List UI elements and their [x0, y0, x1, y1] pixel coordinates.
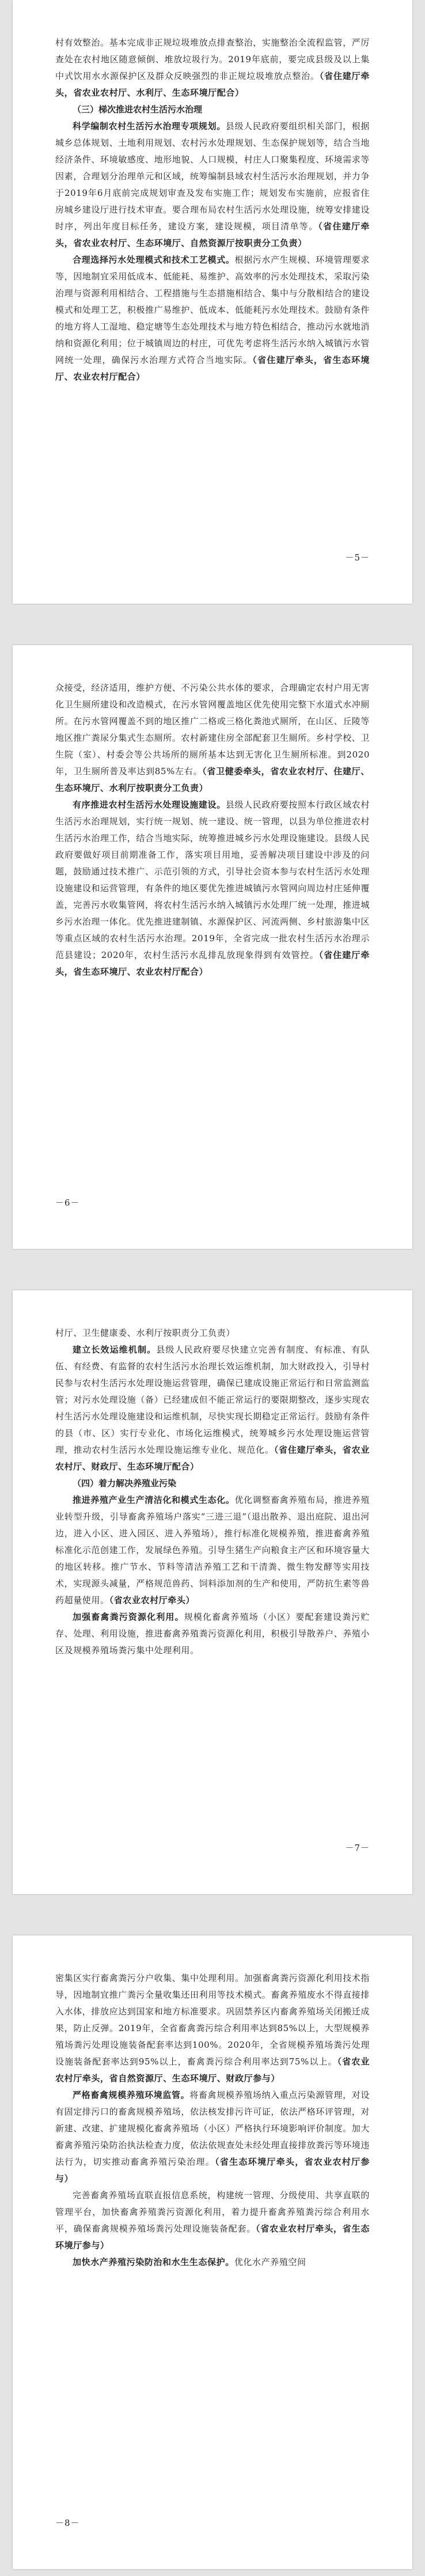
page-body: [55, 1970, 370, 2271]
body-paragraph: [55, 2087, 370, 2187]
responsibility-note: （省住建厅牵头，省农业农村厅、水利厅、生态环境厅配合）: [55, 71, 370, 98]
body-paragraph: [55, 252, 370, 385]
paragraph-lead: 加强畜禽粪污资源化利用。: [73, 1612, 184, 1622]
document-page-7: [13, 1290, 412, 1894]
document-page-8: [13, 1935, 412, 2569]
paragraph-text: 密集区实行畜禽粪污分户收集、集中处理利用。加强畜禽粪污资源化利用技术指导，因地制宜推广粪污全量收集还田利用等技术模式。畜禽养殖废水不得直接排入水体，排放应达到国家和地方标准要求。巩固禁养区内畜禽养殖场关闭搬迁成果，防止反弹。2019年，全省畜禽粪污综合利用率达到85%以上，大型规模养殖场粪污处理设施装备配套率达到100%。2020年，全省规模养殖场粪污处理设施装备配套率达到95%以上，畜禽粪污综合利用率达到75%以上。: [55, 1973, 370, 2067]
page-body: [55, 1325, 370, 1659]
page-body: [55, 680, 370, 980]
paragraph-text: 优化水产养殖空间: [234, 2257, 306, 2267]
paragraph-text: 完善畜禽养殖场直联直报信息系统，构建统一管理、分级使用、共享直联的管理平台，加快畜禽养殖粪污资源化利用，着力提升畜禽养殖粪污综合利用水平，确保畜禽规模养殖场粪污处理设施装备配套。: [55, 2190, 370, 2234]
paragraph-text: 优化调整畜禽养殖布局，推进养殖业转型升级，引导畜禽养殖场户落实“三进三退”（退出散养、退出庭院、退出河边，进入小区、进入园区、进入养殖场），推行标准化规模养殖，推进畜禽养殖标准化示范创建工作，发展绿色养殖。引导生猪生产向粮食主产区和环境容量大的地区转移。推广节水、节料等清洁养殖工艺和干清粪、微生物发酵等实用技术，实现源头减量，严格规范兽药、饲料添加剂的生产和使用，严防抗生素等兽药超量使用。: [55, 1495, 370, 1605]
body-paragraph: [55, 1342, 370, 1475]
page-number: －8－: [55, 2518, 80, 2528]
paragraph-lead: 严格畜禽规模养殖环境监管。: [73, 2090, 190, 2100]
body-paragraph: [55, 680, 370, 797]
responsibility-note: （省农业农村厅牵头，省自然资源厅、生态环境厅、财政厅参与）: [55, 2056, 370, 2083]
paragraph-lead: 有序推进农村生活污水处理设施建设。: [73, 800, 226, 810]
page-body: [55, 35, 370, 385]
body-paragraph: [55, 1970, 370, 2087]
paragraph-lead: 合理选择污水处理模式和技术工艺模式。: [73, 255, 235, 265]
responsibility-note: （省住建厅牵头，省生态环境厅、农业农村厅配合）: [55, 355, 370, 382]
body-paragraph: [55, 2187, 370, 2254]
responsibility-note: （省农业农村厅牵头，省生态环境厅参与）: [55, 2223, 370, 2251]
body-paragraph: [55, 1492, 370, 1609]
responsibility-note: （省住建厅牵头，省农业农村厅、生态环境厅、自然资源厅按职责分工负责）: [55, 221, 370, 248]
paragraph-text: 县级人民政府要尽快建立完善有制度、有标准、有队伍、有经费、有监督的农村生活污水治理长效运维机制，加大财政投入，引导村民参与农村生活污水处理设施运营管理，确保已建成设施正常运行和日常监测监管；对污水处理设施（备）已经建成但不能正常运行的要限期整改，逐步实现农村生活污水处理设施建设和运维机制，尽快实现长期稳定正常运行。鼓励有条件的县（市、区）实行专业化、市场化运维模式，统筹城乡污水处理设施运营管理，推动农村生活污水处理设施运维专业化、规范化。: [55, 1344, 370, 1455]
body-paragraph: [55, 1609, 370, 1659]
body-paragraph: [55, 35, 370, 101]
paragraph-lead: 科学编制农村生活污水治理专项规划。: [73, 121, 226, 131]
body-paragraph: [55, 1325, 370, 1342]
responsibility-note: （省住建厅牵头，省生态环境厅、农业农村厅配合）: [55, 950, 370, 977]
paragraph-text: 县级人民政府要按照本行政区域农村生活污水治理规划，实行统一规划、统一建设、统一管理，以县为单位推进农村生活污水治理工作，结合当地实际，统筹推进城乡污水处理设施建设。县级人民政府要做好项目前期准备工作，落实项目用地，妥善解决项目建设中涉及的问题，鼓励通过技术推广、示范引领的方式，引导社会资本参与农村生活污水处理设施建设和运营管理，有条件的地区要优先推进城镇污水管网向周边村庄延伸覆盖，完善污水收集管网，将农村生活污水纳入城镇污水处理厂统一处理，推进城乡污水治理一体化。优先推进建制镇、水源保护区、河流两侧、乡村旅游集中区等重点区域的农村生活污水治理。2019年，全省完成一批农村生活污水治理示范县建设；2020年，农村生活污水乱排乱放现象得到有效管控。: [55, 800, 370, 960]
paragraph-text: 县级人民政府要组织相关部门，根据城乡总体规划、土地利用规划、农村污水处理规划、生态保护规划等，结合当地经济条件、环境敏感度、地形地貌、人口规模，村庄人口聚集程度、环境需求等因素，合理划分治理单元和区域，统筹编制县域农村生活污水治理规划，并力争于2019年6月底前完成规划审查及发布实施工作；规划发布实施前，应报省住房城乡建设厅进行技术审查。要合理布局农村生活污水处理设施，统筹安排建设时序，列出年度目标任务，建设方案，建设规模，项目清单等。: [55, 121, 370, 232]
page-number: －5－: [345, 552, 370, 563]
paragraph-text: 规模化畜禽养殖场（小区）要配套建设粪污贮存、处理、利用设施，推进畜禽养殖粪污资源化利用，积极引导散养户、养殖小区及规模养殖场粪污集中处理利用。: [55, 1612, 370, 1656]
page-number: －6－: [55, 1198, 80, 1208]
page-number: －7－: [345, 1843, 370, 1853]
document-page-6: [13, 645, 412, 1249]
body-paragraph: [55, 797, 370, 980]
paragraph-text: 村有效整治。基本完成非正规垃圾堆放点排查整治，实施整治全流程监管，严厉查处在农村地区随意倾倒、堆放垃圾行为。2019年底前，要完成县级及以上集中式饮用水水源保护区及群众反映强烈的非正规垃圾堆放点整治。: [55, 37, 370, 81]
responsibility-note: （省生态环境厅牵头，省农业农村厅参与）: [55, 2157, 370, 2184]
section-heading: （三）梯次推进农村生活污水治理: [73, 104, 203, 115]
section-heading: （四）着力解决养殖业污染: [73, 1478, 177, 1488]
paragraph-text: 村厅、卫生健康委、水利厅按职责分工负责）: [55, 1328, 236, 1338]
paragraph-text: 众接受，经济适用，维护方便、不污染公共水体的要求，合理确定农村户用无害化卫生厕所建设和改造模式，在污水管网覆盖地区优先使用完整下水道式水冲厕所。在污水管网覆盖不到的地区推广二格或三格化粪池式厕所，在山区、丘陵等地区推广粪尿分集式生态厕所。农村新建住房全部配套卫生厕所。乡村学校、卫生院（室）、村委会等公共场所的厕所基本达到无害化卫生厕所标准。到2020年，卫生厕所普及率达到85%左右。: [55, 683, 370, 776]
document-page-5: [13, 0, 412, 604]
paragraph-lead: 加快水产养殖污染防治和水生生态保护。: [73, 2257, 234, 2267]
responsibility-note: （省住建厅牵头，省农业农村厅、财政厅、生态环境厅配合）: [55, 1445, 370, 1472]
responsibility-note: （省农业农村厅牵头）: [109, 1595, 195, 1605]
responsibility-note: （省卫健委牵头，省农业农村厅、住建厅、生态环境厅、水利厅按职责分工负责）: [55, 766, 370, 793]
paragraph-lead: 推进养殖产业生产清洁化和模式生态化。: [73, 1495, 235, 1505]
paragraph-lead: 建立长效运维机制。: [73, 1344, 157, 1355]
paragraph-text: 将畜禽规模养殖场纳入重点污染源管理，对设有固定排污口的畜禽规模养殖场，依法核发排污许可证，依法严格环评管理，对新建、改建、扩建规模化畜禽养殖场（小区）严格执行环境影响评价制度。加大畜禽养殖污染防治执法检查力度，依法依规查处未经处理直接排放粪污等环境违法行为，切实推动畜禽养殖污染治理。: [55, 2090, 370, 2167]
body-paragraph: [55, 118, 370, 252]
paragraph-text: 根据污水产生规模、环境管理要求等，因地制宜采用低成本、低能耗、易维护、高效率的污水处理技术，采取污染治理与资源利用相结合、工程措施与生态措施相结合、集中与分散相结合的建设模式和处理工艺，积极推广易维护、低成本、低能耗污水处理技术。鼓励有条件的地方将人工湿地、稳定塘等生态处理技术与地方特色相结合，推动污水就地消纳和资源化利用；位于城镇周边的村庄，可优先考虑将生活污水纳入城镇污水管网统一处理，确保污水治理方式符合当地实际。: [55, 255, 370, 365]
body-paragraph: [55, 2254, 370, 2271]
